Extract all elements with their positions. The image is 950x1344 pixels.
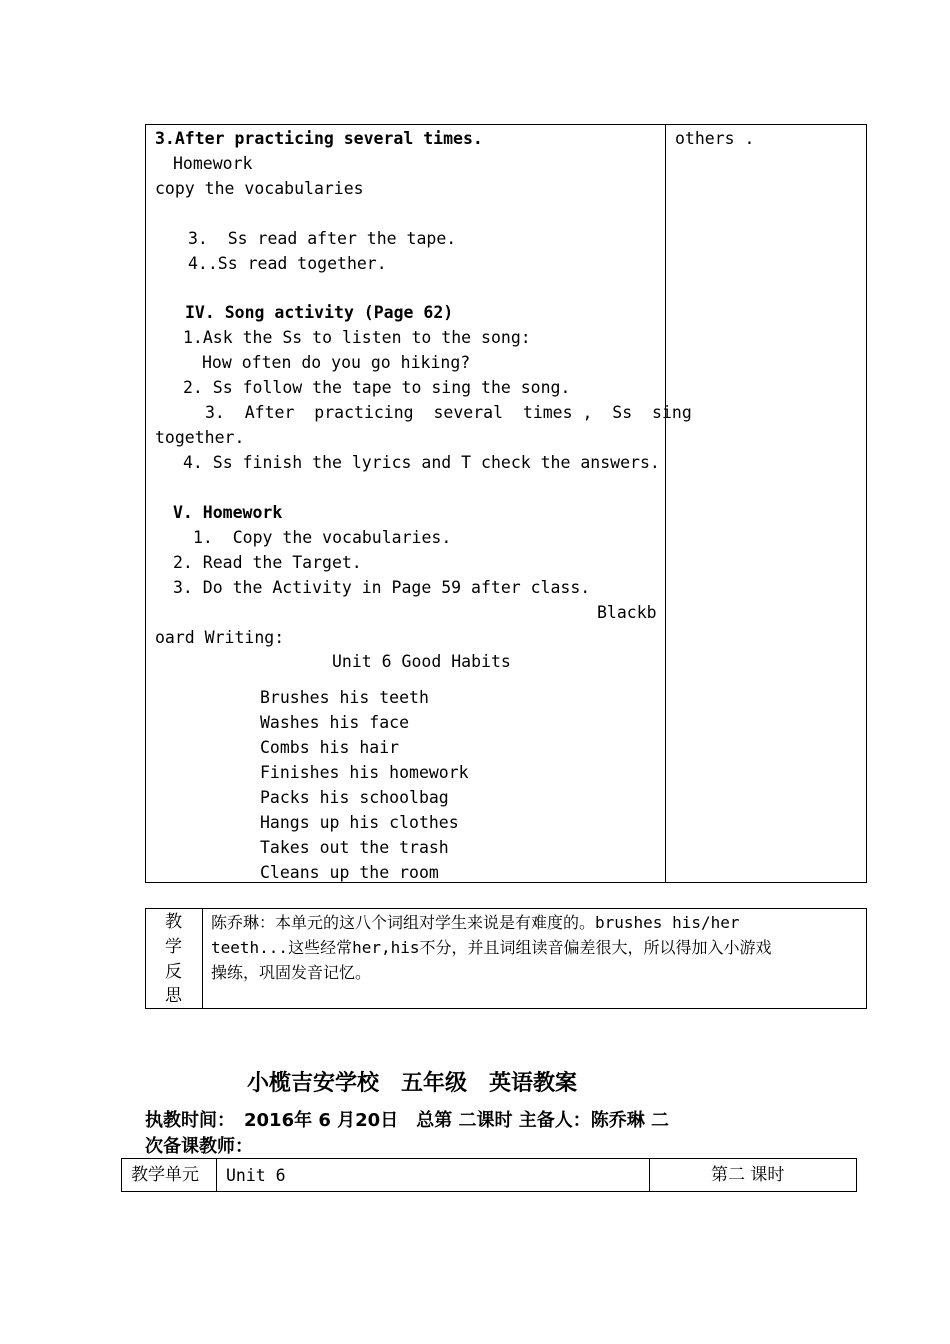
song-step-3: 3. After practicing several times , Ss sing xyxy=(205,403,692,422)
reflection-label-char: 反 xyxy=(165,962,182,982)
teaching-info-line: 次备课教师： xyxy=(145,1136,253,1157)
homework-step-3: 3. Do the Activity in Page 59 after class. xyxy=(173,578,591,597)
board-item: Cleans up the room xyxy=(260,863,439,882)
homework-heading: V. Homework xyxy=(173,503,283,522)
lesson-table-divider xyxy=(665,124,666,883)
homework-step-2: 2. Read the Target. xyxy=(173,553,362,572)
song-step-2: 2. Ss follow the tape to sing the song. xyxy=(183,378,571,397)
homework-label: Homework xyxy=(173,154,253,173)
board-item: Hangs up his clothes xyxy=(260,813,459,832)
reflection-label-char: 思 xyxy=(165,986,182,1006)
unit-value: Unit 6 xyxy=(226,1166,286,1185)
step-3-heading: 3.After practicing several times. xyxy=(155,129,483,148)
reflection-label-char: 学 xyxy=(165,937,182,957)
reflection-text-line: 陈乔琳：本单元的这八个词组对学生来说是有难度的。brushes his/her xyxy=(211,913,740,932)
board-item: Takes out the trash xyxy=(260,838,449,857)
board-item: Brushes his teeth xyxy=(260,688,429,707)
song-activity-heading: IV. Song activity (Page 62) xyxy=(185,303,454,322)
unit-label: 教学单元 xyxy=(131,1165,199,1185)
teaching-info-line: 执教时间： 2016年 6 月20日 总第 二课时 主备人：陈乔琳 二 xyxy=(145,1110,670,1131)
homework-copy: copy the vocabularies xyxy=(155,179,364,198)
reflection-text-line: 操练，巩固发音记忆。 xyxy=(211,963,372,982)
song-step-1: 1.Ask the Ss to listen to the song: xyxy=(183,328,531,347)
reflection-label-char: 教 xyxy=(165,912,182,932)
unit-table-divider xyxy=(649,1158,650,1192)
school-title: 小榄吉安学校 五年级 英语教案 xyxy=(247,1071,578,1096)
homework-step-1: 1. Copy the vocabularies. xyxy=(193,528,452,547)
song-title: How often do you go hiking? xyxy=(202,353,471,372)
step-read-together: 4..Ss read together. xyxy=(188,254,387,273)
board-item: Finishes his homework xyxy=(260,763,469,782)
right-column-note: others . xyxy=(675,129,755,148)
reflection-text-line: teeth...这些经常her,his不分，并且词组读音偏差很大，所以得加入小游戏 xyxy=(211,938,772,957)
blackboard-title: Unit 6 Good Habits xyxy=(332,652,511,671)
board-item: Combs his hair xyxy=(260,738,400,757)
step-read-after-tape: 3. Ss read after the tape. xyxy=(188,229,457,248)
blackboard-label-end: oard Writing: xyxy=(155,628,285,647)
song-step-3-cont: together. xyxy=(155,428,245,447)
lesson-number: 第二 课时 xyxy=(711,1165,785,1185)
blackboard-label-start: Blackb xyxy=(597,603,657,622)
board-item: Packs his schoolbag xyxy=(260,788,449,807)
unit-table-divider xyxy=(216,1158,217,1192)
reflection-divider xyxy=(202,908,203,1009)
song-step-4: 4. Ss finish the lyrics and T check the answers. xyxy=(183,453,660,472)
board-item: Washes his face xyxy=(260,713,410,732)
